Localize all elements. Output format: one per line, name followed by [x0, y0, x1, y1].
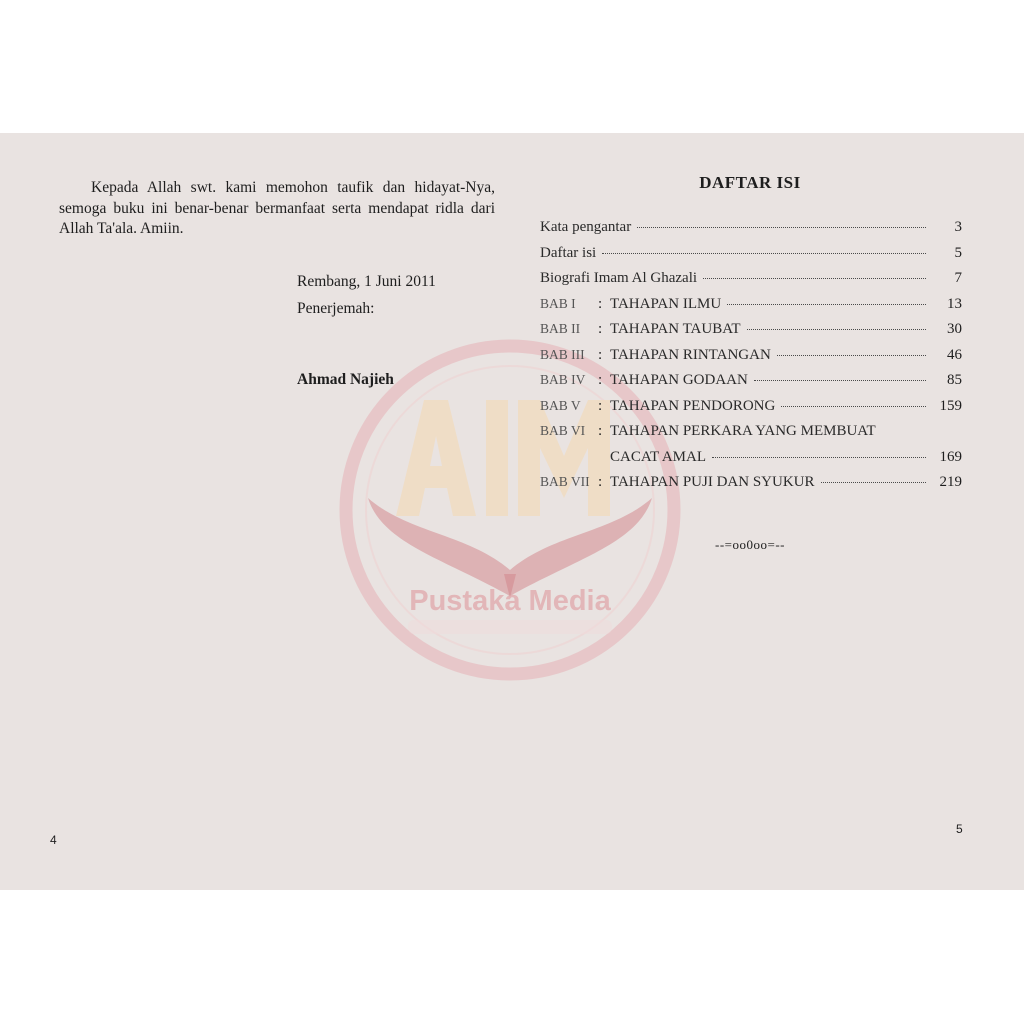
- right-page: [512, 133, 1024, 890]
- toc-entry-title: TAHAPAN PENDORONG: [610, 397, 776, 414]
- translator-name: Ahmad Najieh: [297, 371, 394, 388]
- toc-entry-title: TAHAPAN GODAAN: [610, 372, 748, 388]
- toc-entry-page: 219: [939, 474, 962, 490]
- toc-row: BAB VI : TAHAPAN PERKARA YANG MEMBUAT: [540, 423, 876, 439]
- dot-leader: [712, 457, 926, 458]
- chapter-label: BAB VII: [540, 474, 590, 489]
- watermark-brand-text: Pustaka Media: [409, 585, 611, 617]
- dot-leader: [754, 380, 926, 381]
- dot-leader: [777, 355, 926, 356]
- chapter-label: BAB VI: [540, 423, 586, 438]
- toc-entry-title: TAHAPAN RINTANGAN: [610, 346, 771, 363]
- dot-leader: [781, 406, 926, 407]
- book-spread: [0, 133, 1024, 890]
- dot-leader: [703, 278, 926, 279]
- chapter-label: BAB II: [540, 321, 581, 336]
- dot-leader: [821, 482, 926, 483]
- page-number-left: 4: [50, 833, 57, 847]
- toc-entry-page: 30: [947, 321, 962, 337]
- toc-row: BAB IV : TAHAPAN GODAAN 85: [540, 372, 962, 388]
- toc-row-continuation: [540, 449, 962, 475]
- toc-row: BAB I : TAHAPAN ILMU 13: [540, 295, 962, 312]
- chapter-label: BAB III: [540, 346, 585, 362]
- dot-leader: [747, 329, 926, 330]
- toc-entry-page: 46: [947, 346, 962, 363]
- toc-entry-title: Daftar isi: [540, 244, 597, 261]
- dot-leader: [637, 227, 926, 228]
- chapter-label: BAB V: [540, 397, 581, 413]
- toc-entry-title: Kata pengantar: [540, 219, 632, 235]
- toc-entry-page: 13: [947, 295, 962, 312]
- toc-entry-title: TAHAPAN TAUBAT: [610, 321, 741, 337]
- toc-row: BAB II : TAHAPAN TAUBAT 30: [540, 321, 962, 337]
- closing-ornament: --=oo0oo=--: [715, 537, 785, 552]
- toc-title: DAFTAR ISI: [699, 173, 801, 192]
- closing-paragraph: Kepada Allah swt. kami memohon taufik dan hidayat-Nya, semoga buku ini benar-benar bermanfaat serta mendapat ridla dari Allah Ta'ala. Amiin.: [59, 179, 495, 237]
- toc-entry-page: 169: [939, 448, 962, 465]
- toc-entry-page: 85: [947, 372, 962, 388]
- toc-entry-title: TAHAPAN ILMU: [610, 295, 722, 312]
- toc-row: [540, 219, 962, 245]
- table-of-contents: [540, 219, 962, 500]
- toc-entry-page: 7: [954, 270, 962, 286]
- toc-row: [540, 245, 962, 271]
- page-number-right: 5: [956, 822, 963, 836]
- chapter-label: BAB IV: [540, 372, 586, 387]
- dot-leader: [602, 253, 926, 254]
- toc-row: BAB V : TAHAPAN PENDORONG 159: [540, 397, 962, 414]
- left-page: [0, 133, 512, 890]
- toc-row: BAB III : TAHAPAN RINTANGAN 46: [540, 346, 962, 363]
- toc-entry-title-continued: CACAT AMAL: [610, 448, 706, 465]
- toc-entry-page: 159: [939, 397, 962, 414]
- toc-row: BAB VII : TAHAPAN PUJI DAN SYUKUR 219: [540, 474, 962, 490]
- chapter-label: BAB I: [540, 295, 576, 311]
- toc-row: [540, 270, 962, 296]
- toc-entry-page: 5: [954, 244, 962, 261]
- toc-entry-title: Biografi Imam Al Ghazali: [540, 270, 698, 286]
- translator-label: Penerjemah:: [297, 300, 375, 317]
- place-date: Rembang, 1 Juni 2011: [297, 273, 436, 290]
- toc-entry-title: TAHAPAN PUJI DAN SYUKUR: [610, 474, 815, 490]
- toc-entry-title: TAHAPAN PERKARA YANG MEMBUAT: [610, 423, 876, 439]
- toc-entry-page: 3: [954, 219, 962, 235]
- dot-leader: [727, 304, 926, 305]
